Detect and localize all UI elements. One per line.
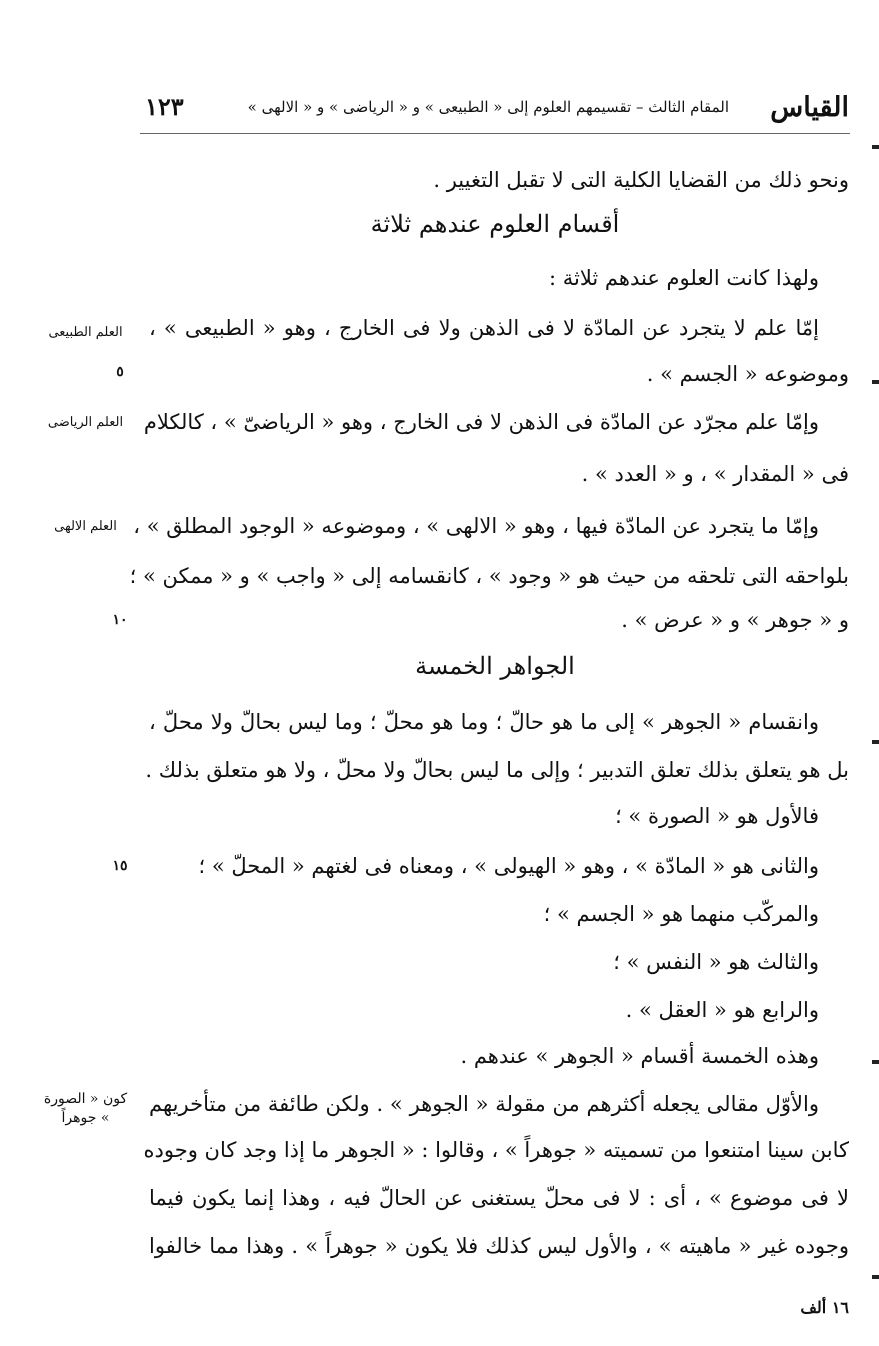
text-line: وإمّا ما يتجرد عن المادّة فيها ، وهو « الالهى » ، وموضوعه « الوجود المطلق » ، <box>133 514 819 538</box>
text-line: فى « المقدار » ، و « العدد » . <box>581 462 849 486</box>
section-heading: أقسام العلوم عندهم ثلاثة <box>370 210 620 238</box>
text-line: إمّا علم لا يتجرد عن المادّة لا فى الذهن ولا فى الخارج ، وهو « الطبيعى » ، <box>149 316 819 340</box>
edge-mark <box>872 740 879 744</box>
text-line: بل هو يتعلق بذلك تعلق التدبير ؛ وإلى ما ليس بحالّ ولا محلّ ، ولا هو متعلق بذلك . <box>145 758 849 782</box>
text-line: كابن سينا امتنعوا من تسميته « جوهراً » ، وقالوا : « الجوهر ما إذا وجد كان وجوده <box>143 1138 849 1162</box>
margin-note: العلم الرياضى <box>47 415 124 430</box>
text-line: وانقسام « الجوهر » إلى ما هو حالّ ؛ وما هو محلّ ؛ وما ليس بحالّ ولا محلّ ، <box>149 710 819 734</box>
section-heading: الجواهر الخمسة <box>415 652 575 680</box>
edge-mark <box>872 1275 879 1279</box>
text-line: و « جوهر » و « عرض » . <box>621 608 849 632</box>
margin-note: كون « الصورة » جوهراً <box>43 1091 128 1126</box>
line-number: ١٥ <box>112 858 128 874</box>
header-rule <box>140 133 850 134</box>
text-line: وجوده غير « ماهيته » ، والأول ليس كذلك فلا يكون « جوهراً » . وهذا مما خالفوا <box>149 1234 849 1258</box>
running-header-description: المقام الثالث – تقسيمهم العلوم إلى « الطبيعى » و « الرياضى » و « الالهى » <box>247 98 729 116</box>
text-line: بلواحقه التى تلحقه من حيث هو « وجود » ، كانقسامه إلى « واجب » و « ممكن » ؛ <box>129 564 849 588</box>
running-title: القياس <box>770 92 849 123</box>
page-number: ١٢٣ <box>145 92 184 121</box>
line-number: ١٠ <box>112 612 128 628</box>
text-line: ولهذا كانت العلوم عندهم ثلاثة : <box>549 266 819 290</box>
line-number: ٥ <box>116 364 124 380</box>
text-line: ونحو ذلك من القضايا الكلية التى لا تقبل التغيير . <box>433 168 849 192</box>
text-line: والمركّب منهما هو « الجسم » ؛ <box>543 902 819 926</box>
margin-note: العلم الالهى <box>54 519 117 534</box>
text-line: والثالث هو « النفس » ؛ <box>613 950 819 974</box>
text-line: وهذه الخمسة أقسام « الجوهر » عندهم . <box>460 1044 819 1068</box>
text-line: فالأول هو « الصورة » ؛ <box>615 804 819 828</box>
text-line: وموضوعه « الجسم » . <box>646 362 849 386</box>
edge-mark <box>872 380 879 384</box>
margin-note: العلم الطبيعى <box>48 325 123 340</box>
text-line: وإمّا علم مجرّد عن المادّة فى الذهن لا فى الخارج ، وهو « الرياضىّ » ، كالكلام <box>143 410 819 434</box>
signature-mark: ١٦ ألف <box>800 1298 849 1317</box>
text-line: والأوّل مقالى يجعله أكثرهم من مقولة « الجوهر » . ولكن طائفة من متأخريهم <box>149 1092 819 1116</box>
text-line: والثانى هو « المادّة » ، وهو « الهيولى » ، ومعناه فى لغتهم « المحلّ » ؛ <box>198 854 819 878</box>
edge-mark <box>872 145 879 149</box>
edge-mark <box>872 1060 879 1064</box>
text-line: لا فى موضوع » ، أى : لا فى محلّ يستغنى عن الحالّ فيه ، وهذا إنما يكون فيما <box>149 1186 849 1210</box>
text-line: والرابع هو « العقل » . <box>625 998 819 1022</box>
